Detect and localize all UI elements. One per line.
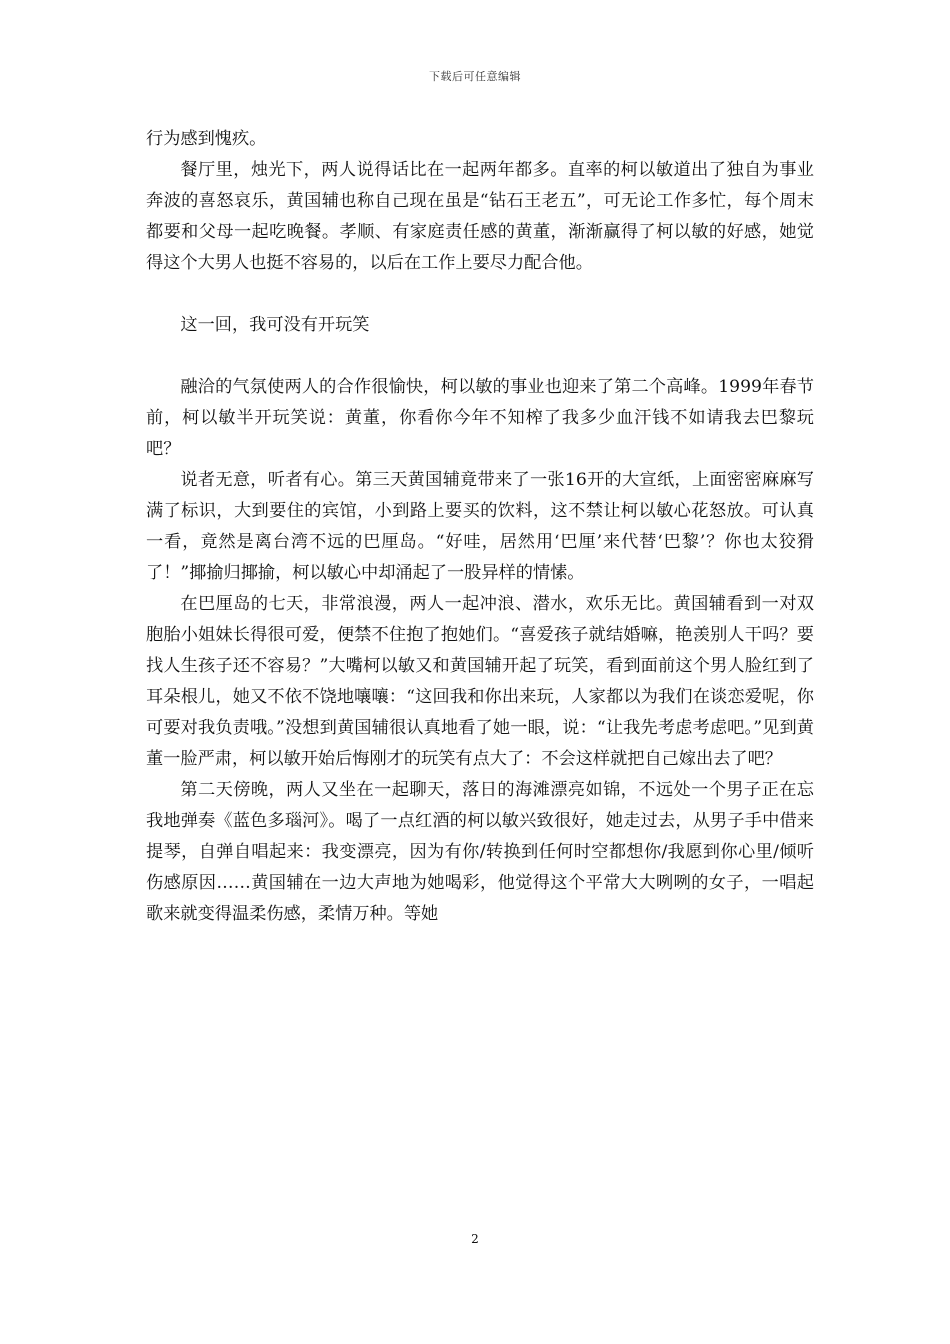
section-heading: 这一回，我可没有开玩笑: [180, 315, 370, 335]
blank-line: [146, 341, 814, 372]
paragraph: 说者无意，听者有心。第三天黄国辅竟带来了一张16开的大宣纸，上面密密麻麻写满了标识，大到要住的宾馆，小到路上要买的饮料，这不禁让柯以敏心花怒放。可认真一看，竟然是离台湾不远的巴厘岛。“好哇，居然用‘巴厘’来代替‘巴黎’？你也太狡猾了！”揶揄归揶揄，柯以敏心中却涌起了一股异样的情愫。: [146, 470, 814, 583]
paragraph: 融洽的气氛使两人的合作很愉快，柯以敏的事业也迎来了第二个高峰。1999年春节前，柯以敏半开玩笑说：黄董，你看你今年不知榨了我多少血汗钱不如请我去巴黎玩吧？: [146, 377, 814, 459]
paragraph: 在巴厘岛的七天，非常浪漫，两人一起冲浪、潜水，欢乐无比。黄国辅看到一对双胞胎小姐妹长得很可爱，便禁不住抱了抱她们。“喜爱孩子就结婚嘛，艳羡别人干吗？要找人生孩子还不容易？”大嘴柯以敏又和黄国辅开起了玩笑，看到面前这个男人脸红到了耳朵根儿，她又不依不饶地嚷嚷：“这回我和你出来玩，人家都以为我们在谈恋爱呢，你可要对我负责哦。”没想到黄国辅很认真地看了她一眼，说：“让我先考虑考虑吧。”见到黄董一脸严肃，柯以敏开始后悔刚才的玩笑有点大了：不会这样就把自己嫁出去了吧？: [146, 594, 814, 769]
paragraph: 餐厅里，烛光下，两人说得话比在一起两年都多。直率的柯以敏道出了独自为事业奔波的喜怒哀乐，黄国辅也称自己现在虽是“钻石王老五”，可无论工作多忙，每个周末都要和父母一起吃晚餐。孝顺、有家庭责任感的黄董，渐渐赢得了柯以敏的好感，她觉得这个大男人也挺不容易的，以后在工作上要尽力配合他。: [146, 160, 814, 273]
paragraph-continuation: 行为感到愧疚。: [146, 129, 267, 149]
page-number: 2: [471, 1232, 479, 1246]
document-body: [146, 124, 814, 930]
blank-line: [146, 279, 814, 310]
paragraph: 第二天傍晚，两人又坐在一起聊天，落日的海滩漂亮如锦，不远处一个男子正在忘我地弹奏《蓝色多瑙河》。喝了一点红酒的柯以敏兴致很好，她走过去，从男子手中借来提琴，自弹自唱起来：我变漂亮，因为有你/转换到任何时空都想你/我愿到你心里/倾听伤感原因……黄国辅在一边大声地为她喝彩，他觉得这个平常大大咧咧的女子，一唱起歌来就变得温柔伤感，柔情万种。等她: [146, 780, 814, 924]
page-header: 下载后可任意编辑: [429, 70, 521, 83]
